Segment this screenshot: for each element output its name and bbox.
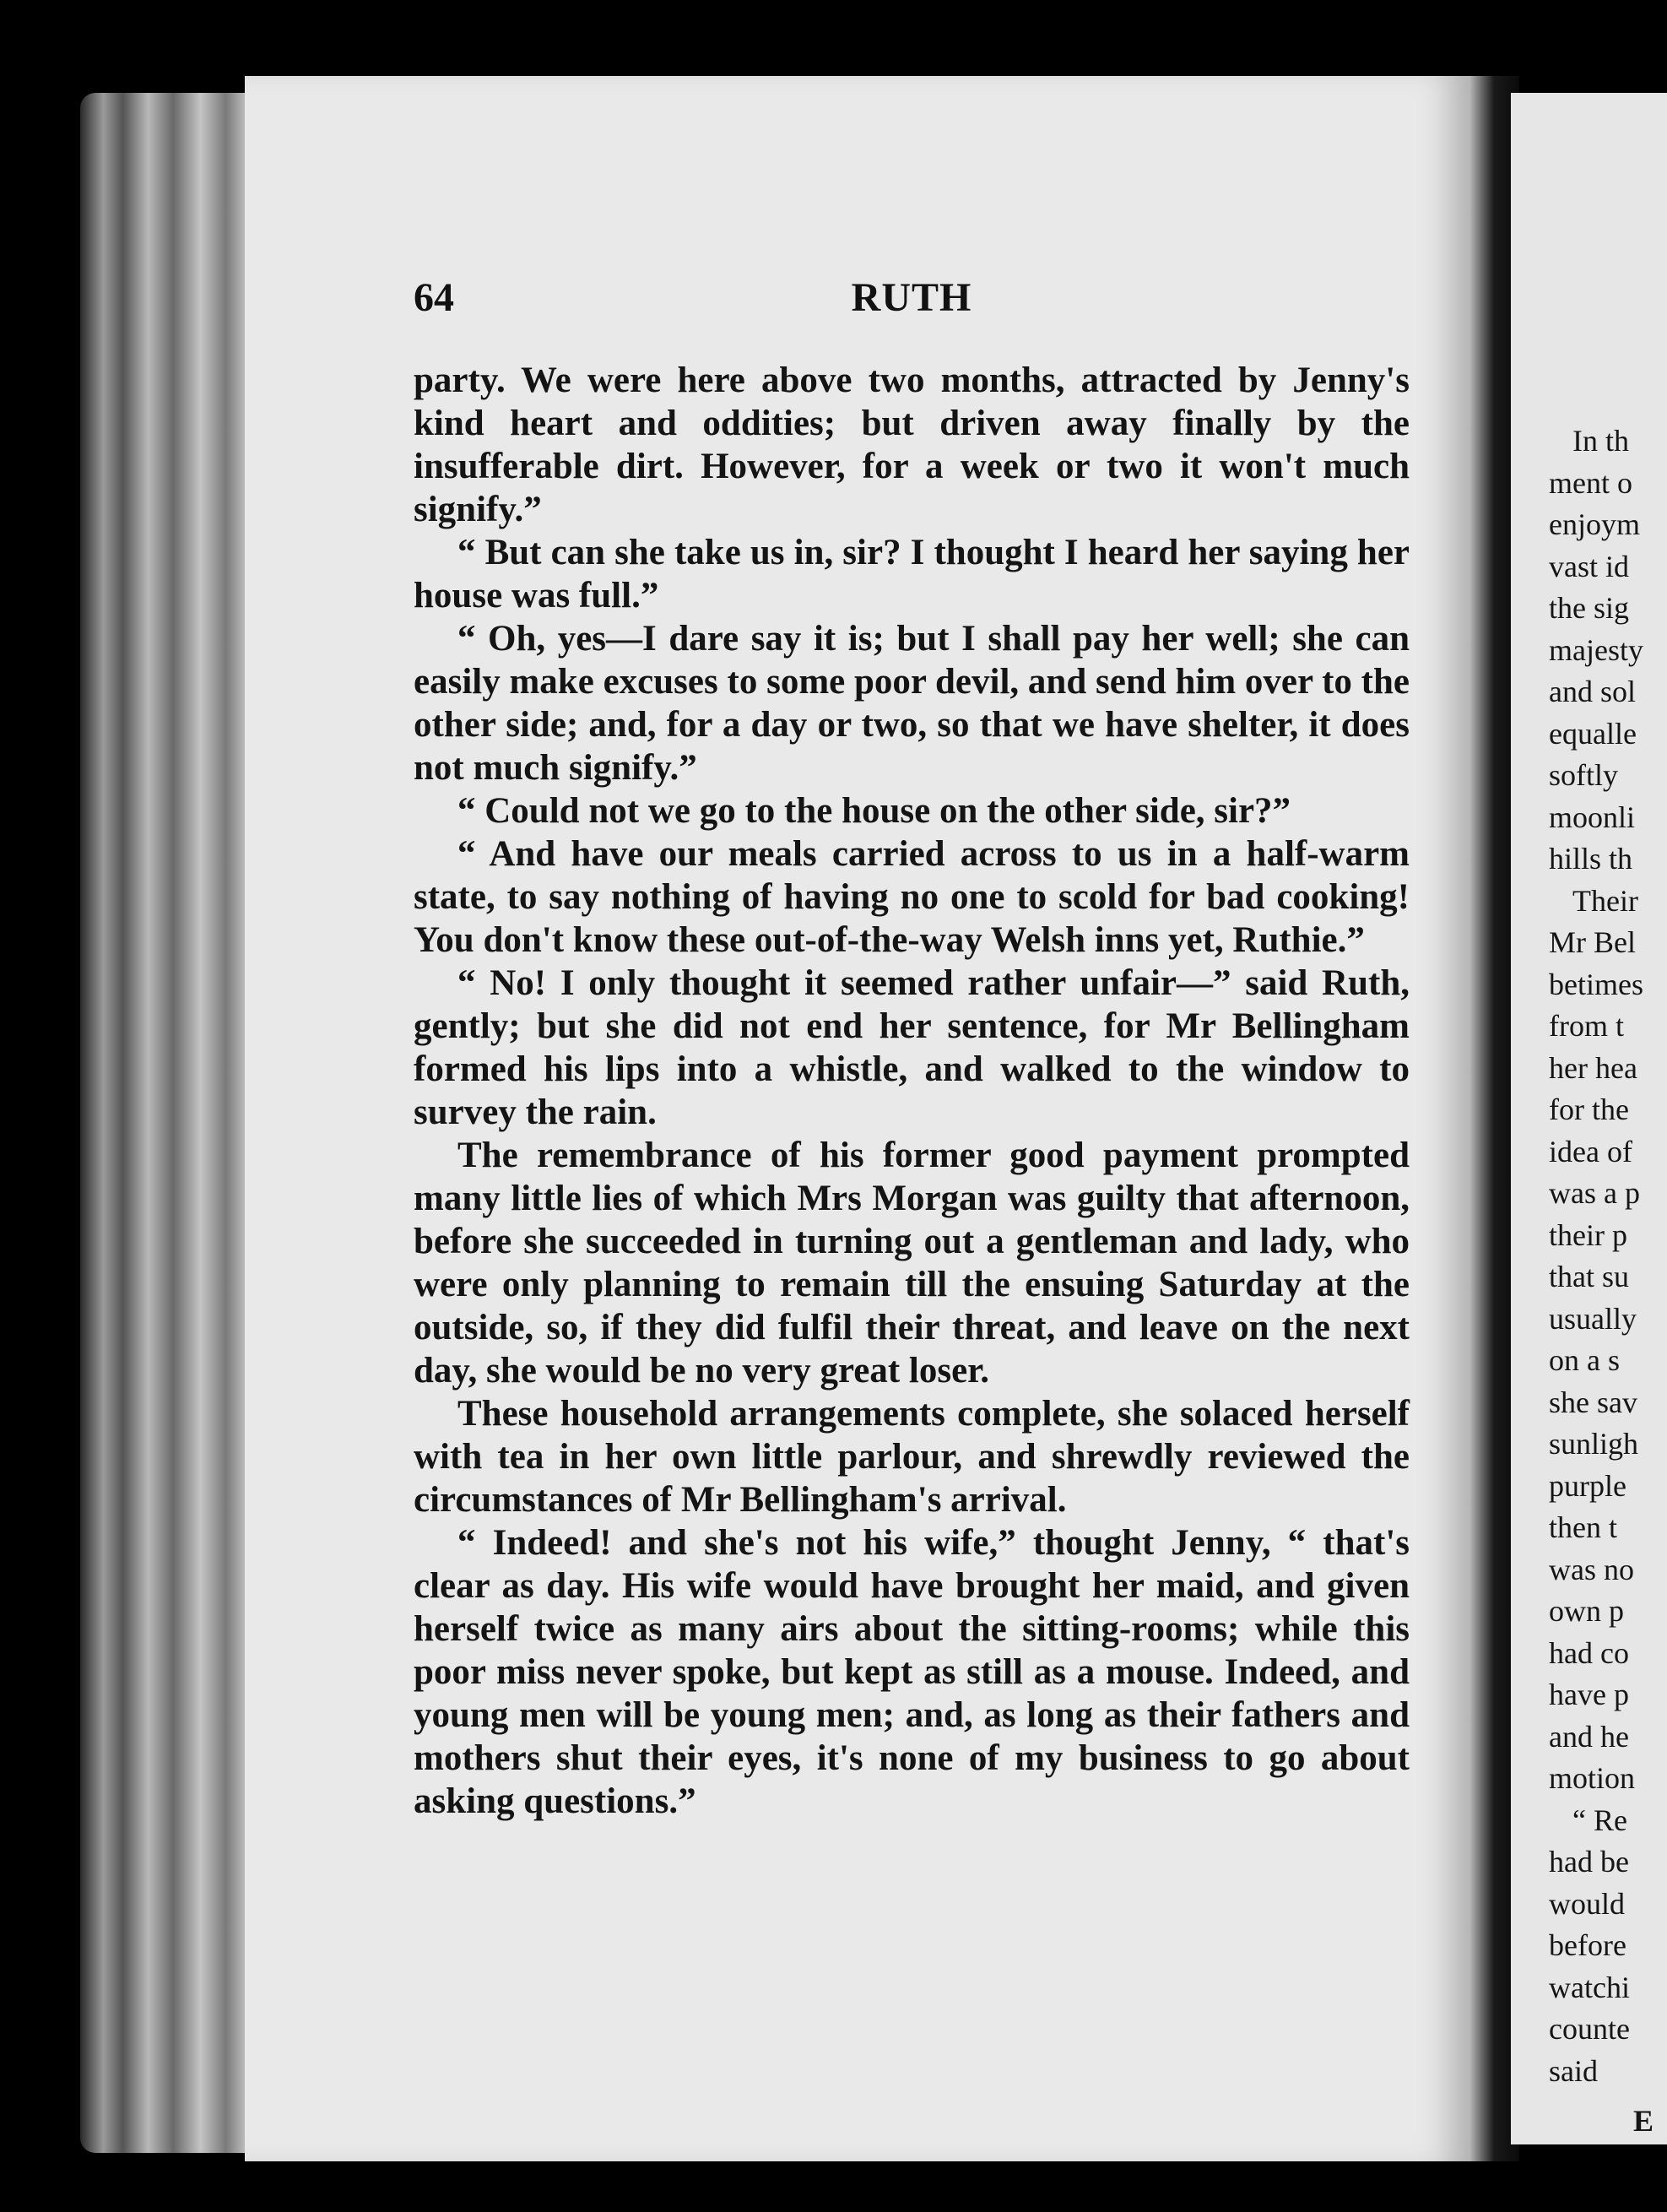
text-line: ment o	[1549, 465, 1632, 500]
text-line: watchi	[1549, 1970, 1630, 2004]
text-line: In th	[1572, 424, 1629, 458]
text-line: motion	[1549, 1761, 1636, 1795]
text-line: equalle	[1549, 716, 1637, 751]
text-line: her hea	[1549, 1050, 1637, 1085]
running-head: RUTH	[851, 275, 972, 320]
text-line: own p	[1549, 1594, 1624, 1628]
text-line: hills th	[1549, 842, 1633, 876]
text-line: then t	[1549, 1510, 1617, 1544]
text-line: have p	[1549, 1678, 1629, 1711]
text-line: said	[1549, 2053, 1598, 2088]
paragraph: “ And have our meals carried across to us in a half-warm state, to say nothing of having no one to scold for bad cooking! You don't know these out-of-the-way Welsh inns yet, Ruthie.”	[414, 834, 1410, 960]
text-line: purple	[1549, 1468, 1626, 1503]
page-number: 64	[414, 275, 454, 320]
page-header	[414, 274, 1410, 325]
text-line: on a s	[1549, 1343, 1620, 1377]
text-line: she sav	[1549, 1385, 1637, 1419]
text-line: would	[1549, 1886, 1625, 1921]
text-line: “ Re	[1572, 1803, 1627, 1837]
signature-mark: E	[1633, 2104, 1654, 2138]
text-line: for the	[1549, 1092, 1629, 1126]
text-line: their p	[1549, 1217, 1627, 1252]
paragraph: “ Indeed! and she's not his wife,” thought Jenny, “ that's clear as day. His wife would have brought her maid, and given herself twice as many airs about the sitting-rooms; while this poor miss never spoke, but kept as still as a mouse. Indeed, and young men will be young men; and, as long as their fathers and mothers shut their eyes, it's none of my business to go about asking questions.”	[414, 1523, 1410, 1821]
page-body-text	[414, 359, 1410, 1823]
text-line: and he	[1549, 1719, 1629, 1754]
text-line: before	[1549, 1928, 1626, 1962]
paragraph: “ Oh, yes—I dare say it is; but I shall pay her well; she can easily make excuses to some poor devil, and send him over to the other side; and, for a day or two, so that we have shelter, it does not much signify.”	[414, 619, 1410, 788]
text-line: Their	[1572, 883, 1638, 918]
right-page-text	[1549, 420, 1667, 2143]
paragraph: “ Could not we go to the house on the other side, sir?”	[457, 791, 1291, 831]
text-line: and sol	[1549, 675, 1636, 708]
text-line: idea of	[1549, 1134, 1632, 1168]
paragraph: These household arrangements complete, she solaced herself with tea in her own little parlour, and shrewdly reviewed the circumstances of Mr Bellingham's arrival.	[414, 1394, 1410, 1520]
text-line: Mr Bel	[1549, 925, 1636, 959]
text-line: usually	[1549, 1301, 1637, 1336]
text-line: moonli	[1549, 800, 1636, 834]
text-line: vast id	[1549, 549, 1629, 583]
text-line: had be	[1549, 1845, 1629, 1879]
text-line: betimes	[1549, 967, 1643, 1001]
paragraph: “ But can she take us in, sir? I thought I heard her saying her house was full.”	[414, 533, 1410, 615]
paragraph: The remembrance of his former good payment prompted many little lies of which Mrs Morgan was guilty that afternoon, before she succeeded in turning out a gentleman and lady, who were only planning to remain till the ensuing Saturday at the outside, so, if they did fulfil their threat, and leave on the next day, she would be no very great loser.	[414, 1136, 1410, 1391]
text-line: enjoym	[1549, 507, 1640, 541]
text-line: had co	[1549, 1635, 1629, 1670]
paragraph: party. We were here above two months, attracted by Jenny's kind heart and oddities; but driven away finally by the insufferable dirt. However, for a week or two it won't much signify.”	[414, 361, 1410, 529]
text-line: from t	[1549, 1009, 1624, 1043]
text-line: the sig	[1549, 591, 1629, 625]
right-page-fragment	[1511, 93, 1667, 2144]
left-page	[245, 76, 1469, 2161]
text-line: that su	[1549, 1260, 1629, 1293]
text-line: was no	[1549, 1552, 1634, 1586]
text-line: was a p	[1549, 1176, 1640, 1210]
text-line: majesty	[1549, 632, 1643, 667]
text-line: sunligh	[1549, 1427, 1639, 1461]
paragraph: “ No! I only thought it seemed rather unfair—” said Ruth, gently; but she did not end her sentence, for Mr Bellingham formed his lips into a whistle, and walked to the window to survey the rain.	[414, 963, 1410, 1132]
text-line: softly	[1549, 758, 1619, 792]
text-line: counte	[1549, 2012, 1630, 2046]
